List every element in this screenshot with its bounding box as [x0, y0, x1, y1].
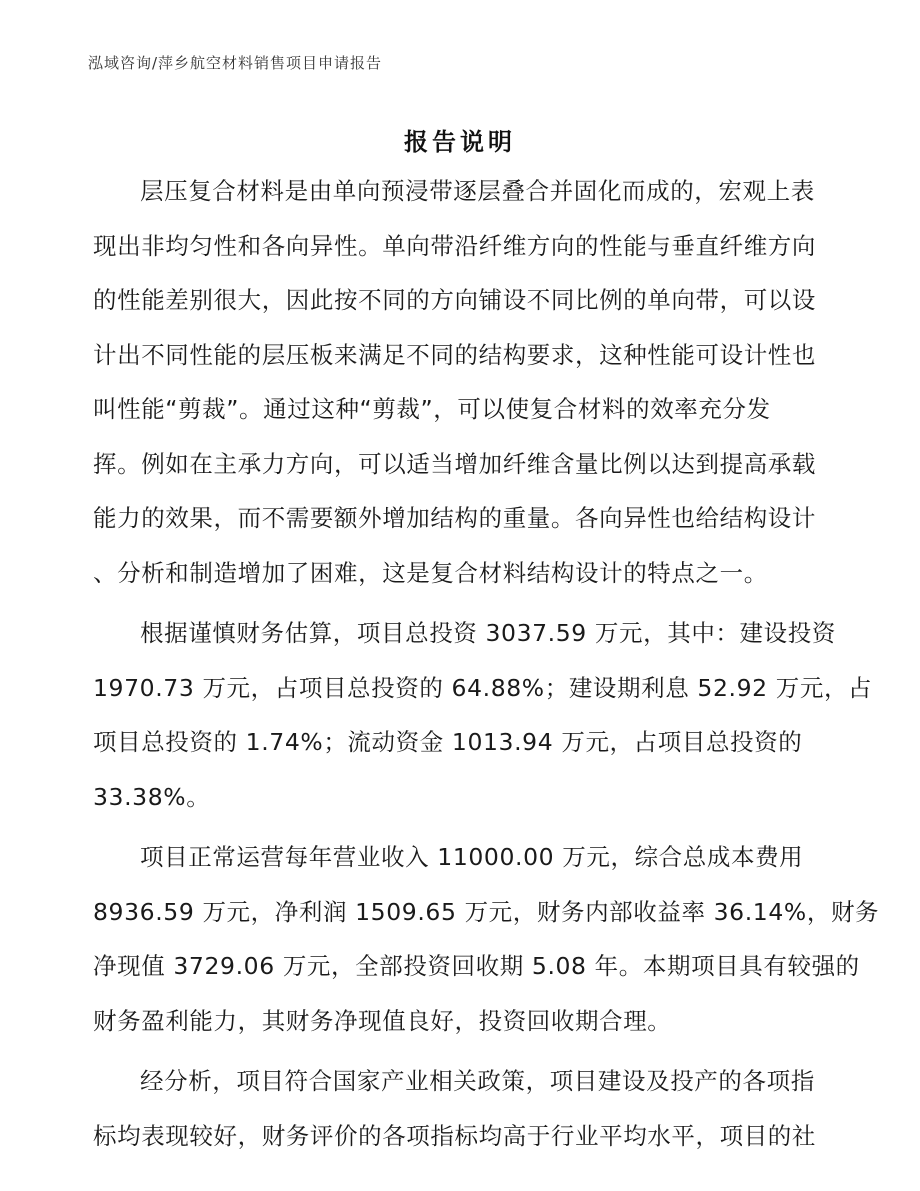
text-line: 现出非均匀性和各向异性。单向带沿纤维方向的性能与垂直纤维方向 — [93, 231, 816, 260]
text-line: 根据谨慎财务估算，项目总投资 3037.59 万元，其中：建设投资 — [140, 619, 836, 647]
text-line: 挥。例如在主承力方向，可以适当增加纤维含量比例以达到提高承载 — [93, 449, 816, 478]
paragraph-analysis-conclusion — [93, 1054, 833, 1163]
document-body — [93, 164, 880, 1163]
text-line: 计出不同性能的层压板来满足不同的结构要求，这种性能可设计性也 — [93, 340, 816, 369]
text-line: 33.38%。 — [93, 782, 211, 811]
paragraph-operating-results — [93, 830, 880, 1048]
text-line: 叫性能“剪裁”。通过这种“剪裁”，可以使复合材料的效率充分发 — [93, 395, 771, 423]
text-line: 8936.59 万元，净利润 1509.65 万元，财务内部收益率 36.14%，财务 — [93, 897, 880, 926]
text-line: 项目总投资的 1.74%；流动资金 1013.94 万元，占项目总投资的 — [93, 728, 803, 756]
text-line: 财务盈利能力，其财务净现值良好，投资回收期合理。 — [93, 1006, 672, 1035]
paragraph-investment-estimate — [93, 606, 873, 824]
text-line: 层压复合材料是由单向预浸带逐层叠合并固化而成的，宏观上表 — [140, 177, 815, 205]
paragraph-composite-materials — [93, 164, 833, 600]
running-header: 泓域咨询/萍乡航空材料销售项目申请报告 — [88, 54, 383, 72]
text-line: 、分析和制造增加了困难，这是复合材料结构设计的特点之一。 — [93, 558, 768, 587]
text-line: 能力的效果，而不需要额外增加结构的重量。各向异性也给结构设计 — [93, 504, 816, 532]
text-line: 的性能差别很大，因此按不同的方向铺设不同比例的单向带，可以设 — [93, 286, 816, 314]
text-line: 1970.73 万元，占项目总投资的 64.88%；建设期利息 52.92 万元，占 — [93, 673, 873, 702]
page-title: 报告说明 — [404, 128, 516, 156]
text-line: 项目正常运营每年营业收入 11000.00 万元，综合总成本费用 — [140, 843, 804, 871]
text-line: 标均表现较好，财务评价的各项指标均高于行业平均水平，项目的社 — [93, 1121, 816, 1150]
text-line: 净现值 3729.06 万元，全部投资回收期 5.08 年。本期项目具有较强的 — [93, 952, 860, 980]
text-line: 经分析，项目符合国家产业相关政策，项目建设及投产的各项指 — [140, 1067, 815, 1095]
